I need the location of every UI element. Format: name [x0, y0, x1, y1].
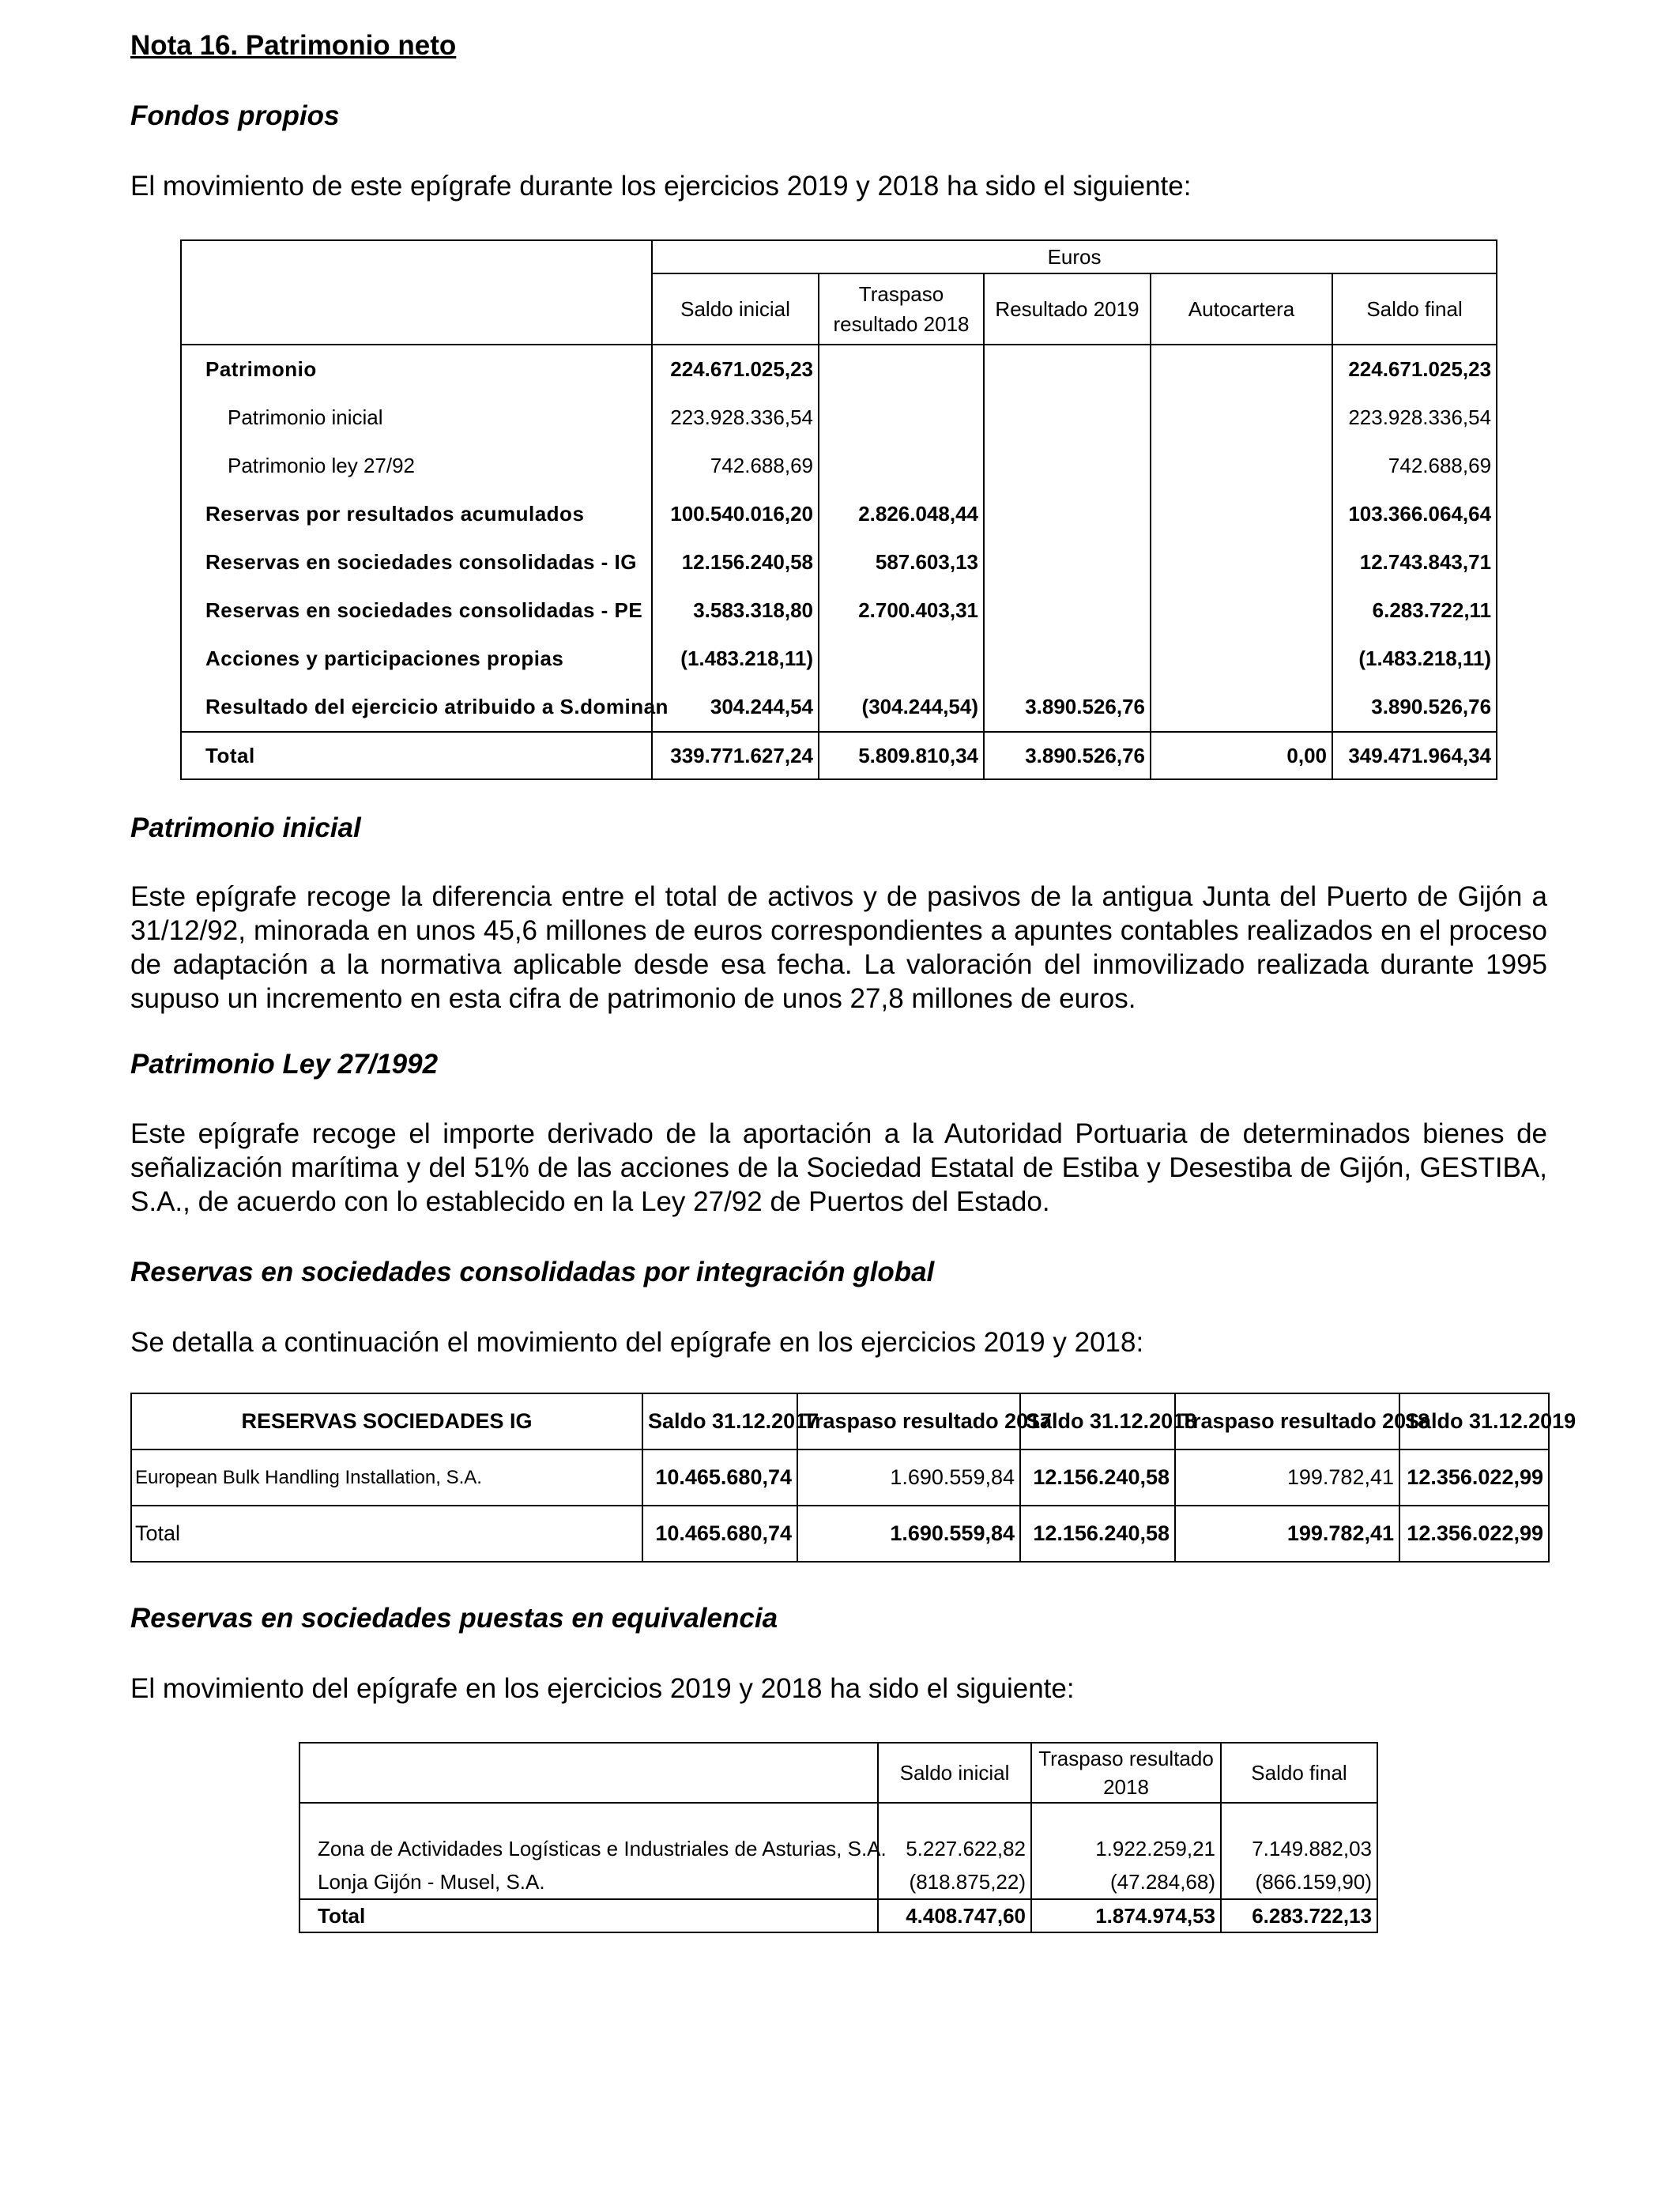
column-header: Saldo final — [1221, 1743, 1377, 1803]
cell: 3.890.526,76 — [984, 683, 1151, 732]
table-row — [181, 490, 1497, 538]
cell: 2.826.048,44 — [819, 490, 984, 538]
cell: 224.671.025,23 — [1332, 345, 1497, 394]
row-label: Total — [181, 732, 652, 779]
cell: 10.465.680,74 — [642, 1506, 797, 1562]
cell: 1.922.259,21 — [1031, 1832, 1221, 1865]
cell: (47.284,68) — [1031, 1865, 1221, 1899]
column-header: RESERVAS SOCIEDADES IG — [131, 1393, 642, 1449]
table-row — [181, 586, 1497, 635]
cell: 12.156.240,58 — [1020, 1506, 1175, 1562]
row-label: Patrimonio ley 27/92 — [181, 442, 652, 490]
cell — [984, 635, 1151, 683]
cell: 223.928.336,54 — [1332, 394, 1497, 442]
cell — [819, 394, 984, 442]
row-label: Patrimonio inicial — [181, 394, 652, 442]
cell: 339.771.627,24 — [652, 732, 819, 779]
table-row — [299, 1832, 1377, 1865]
row-label: Total — [131, 1506, 642, 1562]
table-row — [181, 442, 1497, 490]
cell: 2.700.403,31 — [819, 586, 984, 635]
cell: (866.159,90) — [1221, 1865, 1377, 1899]
cell — [1151, 442, 1332, 490]
paragraph-patrimonio-ley: Este epígrafe recoge el importe derivado de la aportación a la Autoridad Portuaria de determinados bienes de señalización marítima y del 51% de las acciones de la Sociedad Estatal de Estiba y Desestiba de Gijón, GESTIBA, S.A., de acuerdo con lo establecido en la Ley 27/92 de Puertos del Estado. — [130, 1118, 1547, 1217]
cell: 100.540.016,20 — [652, 490, 819, 538]
cell: 12.743.843,71 — [1332, 538, 1497, 586]
row-label: Patrimonio — [181, 345, 652, 394]
row-label: Lonja Gijón - Musel, S.A. — [299, 1865, 878, 1899]
column-header: Autocartera — [1151, 273, 1332, 345]
cell — [984, 586, 1151, 635]
cell — [1151, 394, 1332, 442]
cell: 6.283.722,11 — [1332, 586, 1497, 635]
cell: 742.688,69 — [652, 442, 819, 490]
table-row — [131, 1449, 1549, 1506]
cell: 12.156.240,58 — [1020, 1449, 1175, 1506]
cell: 5.227.622,82 — [878, 1832, 1031, 1865]
cell: 742.688,69 — [1332, 442, 1497, 490]
cell: 199.782,41 — [1175, 1449, 1399, 1506]
cell: (818.875,22) — [878, 1865, 1031, 1899]
cell: 3.890.526,76 — [1332, 683, 1497, 732]
cell: 199.782,41 — [1175, 1506, 1399, 1562]
cell — [984, 490, 1151, 538]
heading-reservas-pe: Reservas en sociedades puestas en equivalencia — [130, 1603, 778, 1634]
table-header-row — [181, 273, 1497, 345]
table-total-row — [299, 1899, 1377, 1932]
row-label: European Bulk Handling Installation, S.A. — [131, 1449, 642, 1506]
column-header: Saldo 31.12.2018 — [1020, 1393, 1175, 1449]
table-header-row — [131, 1393, 1549, 1449]
paragraph-patrimonio-inicial: Este epígrafe recoge la diferencia entre el total de activos y de pasivos de la antigua Junta del Puerto de Gijón a 31/12/92, minorada en unos 45,6 millones de euros correspondientes a apuntes contables realizados en el proceso de adaptación a la normativa aplicable desde esa fecha. La valoración del inmovilizado realizada durante 1995 supuso un incremento en esta cifra de patrimonio de unos 27,8 millones de euros. — [130, 881, 1547, 1014]
cell: 103.366.064,64 — [1332, 490, 1497, 538]
row-label: Reservas en sociedades consolidadas - IG — [181, 538, 652, 586]
cell: 3.583.318,80 — [652, 586, 819, 635]
column-header: Saldo inicial — [878, 1743, 1031, 1803]
row-label: Total — [299, 1899, 878, 1932]
cell: 1.690.559,84 — [797, 1449, 1020, 1506]
cell — [984, 538, 1151, 586]
table-row — [181, 345, 1497, 394]
row-label: Zona de Actividades Logísticas e Industriales de Asturias, S.A. — [299, 1832, 878, 1865]
cell — [1151, 635, 1332, 683]
column-header: Saldo inicial — [652, 273, 819, 345]
table-row — [299, 1865, 1377, 1899]
cell: 7.149.882,03 — [1221, 1832, 1377, 1865]
cell — [1151, 683, 1332, 732]
row-label: Reservas en sociedades consolidadas - PE — [181, 586, 652, 635]
heading-reservas-ig: Reservas en sociedades consolidadas por integración global — [130, 1257, 935, 1287]
cell — [984, 394, 1151, 442]
cell — [1151, 345, 1332, 394]
heading-fondos-propios: Fondos propios — [130, 100, 340, 131]
cell — [1151, 490, 1332, 538]
heading-patrimonio-ley: Patrimonio Ley 27/1992 — [130, 1049, 439, 1080]
cell — [1151, 538, 1332, 586]
table-row — [181, 683, 1497, 732]
row-label: Reservas por resultados acumulados — [181, 490, 652, 538]
cell — [1151, 586, 1332, 635]
cell — [984, 442, 1151, 490]
cell: 1.874.974,53 — [1031, 1899, 1221, 1932]
cell: 5.809.810,34 — [819, 732, 984, 779]
cell: (1.483.218,11) — [652, 635, 819, 683]
column-header: Traspaso resultado 2018 — [1175, 1393, 1399, 1449]
cell: 12.356.022,99 — [1399, 1449, 1549, 1506]
cell: 587.603,13 — [819, 538, 984, 586]
column-header: Traspaso resultado 2018 — [1031, 1743, 1221, 1803]
cell: (304.244,54) — [819, 683, 984, 732]
column-header: Traspaso resultado 2018 — [819, 273, 984, 345]
cell — [819, 635, 984, 683]
column-header: Saldo 31.12.2019 — [1399, 1393, 1549, 1449]
cell: 224.671.025,23 — [652, 345, 819, 394]
currency-header: Euros — [652, 240, 1497, 273]
column-header: Traspaso resultado 2017 — [797, 1393, 1020, 1449]
column-header: Saldo final — [1332, 273, 1497, 345]
table-row — [181, 538, 1497, 586]
cell: 10.465.680,74 — [642, 1449, 797, 1506]
intro-reservas-ig: Se detalla a continuación el movimiento del epígrafe en los ejercicios 2019 y 2018: — [130, 1327, 1144, 1358]
table-total-row — [181, 732, 1497, 779]
cell — [984, 345, 1151, 394]
table-total-row — [131, 1506, 1549, 1562]
table-reservas-pe — [299, 1742, 1378, 1933]
cell: 3.890.526,76 — [984, 732, 1151, 779]
table-row — [181, 635, 1497, 683]
table-header-row — [299, 1743, 1377, 1803]
cell: 223.928.336,54 — [652, 394, 819, 442]
cell — [819, 345, 984, 394]
column-header: Saldo 31.12.2017 — [642, 1393, 797, 1449]
cell: 0,00 — [1151, 732, 1332, 779]
column-header: Resultado 2019 — [984, 273, 1151, 345]
cell: 12.356.022,99 — [1399, 1506, 1549, 1562]
table-reservas-ig — [130, 1393, 1576, 1563]
cell: 304.244,54 — [652, 683, 819, 732]
note-title: Nota 16. Patrimonio neto — [130, 30, 457, 61]
cell: 349.471.964,34 — [1332, 732, 1497, 779]
intro-reservas-pe: El movimiento del epígrafe en los ejercicios 2019 y 2018 ha sido el siguiente: — [130, 1673, 1075, 1704]
cell: 1.690.559,84 — [797, 1506, 1020, 1562]
cell: 12.156.240,58 — [652, 538, 819, 586]
cell — [819, 442, 984, 490]
table-row — [181, 394, 1497, 442]
cell: (1.483.218,11) — [1332, 635, 1497, 683]
cell: 4.408.747,60 — [878, 1899, 1031, 1932]
row-label: Acciones y participaciones propias — [181, 635, 652, 683]
heading-patrimonio-inicial: Patrimonio inicial — [130, 812, 361, 843]
table-fondos-propios — [180, 239, 1497, 780]
row-label: Resultado del ejercicio atribuido a S.dominan — [181, 683, 652, 732]
table-header-row — [181, 240, 1497, 273]
intro-fondos: El movimiento de este epígrafe durante los ejercicios 2019 y 2018 ha sido el siguiente: — [130, 171, 1192, 202]
cell: 6.283.722,13 — [1221, 1899, 1377, 1932]
